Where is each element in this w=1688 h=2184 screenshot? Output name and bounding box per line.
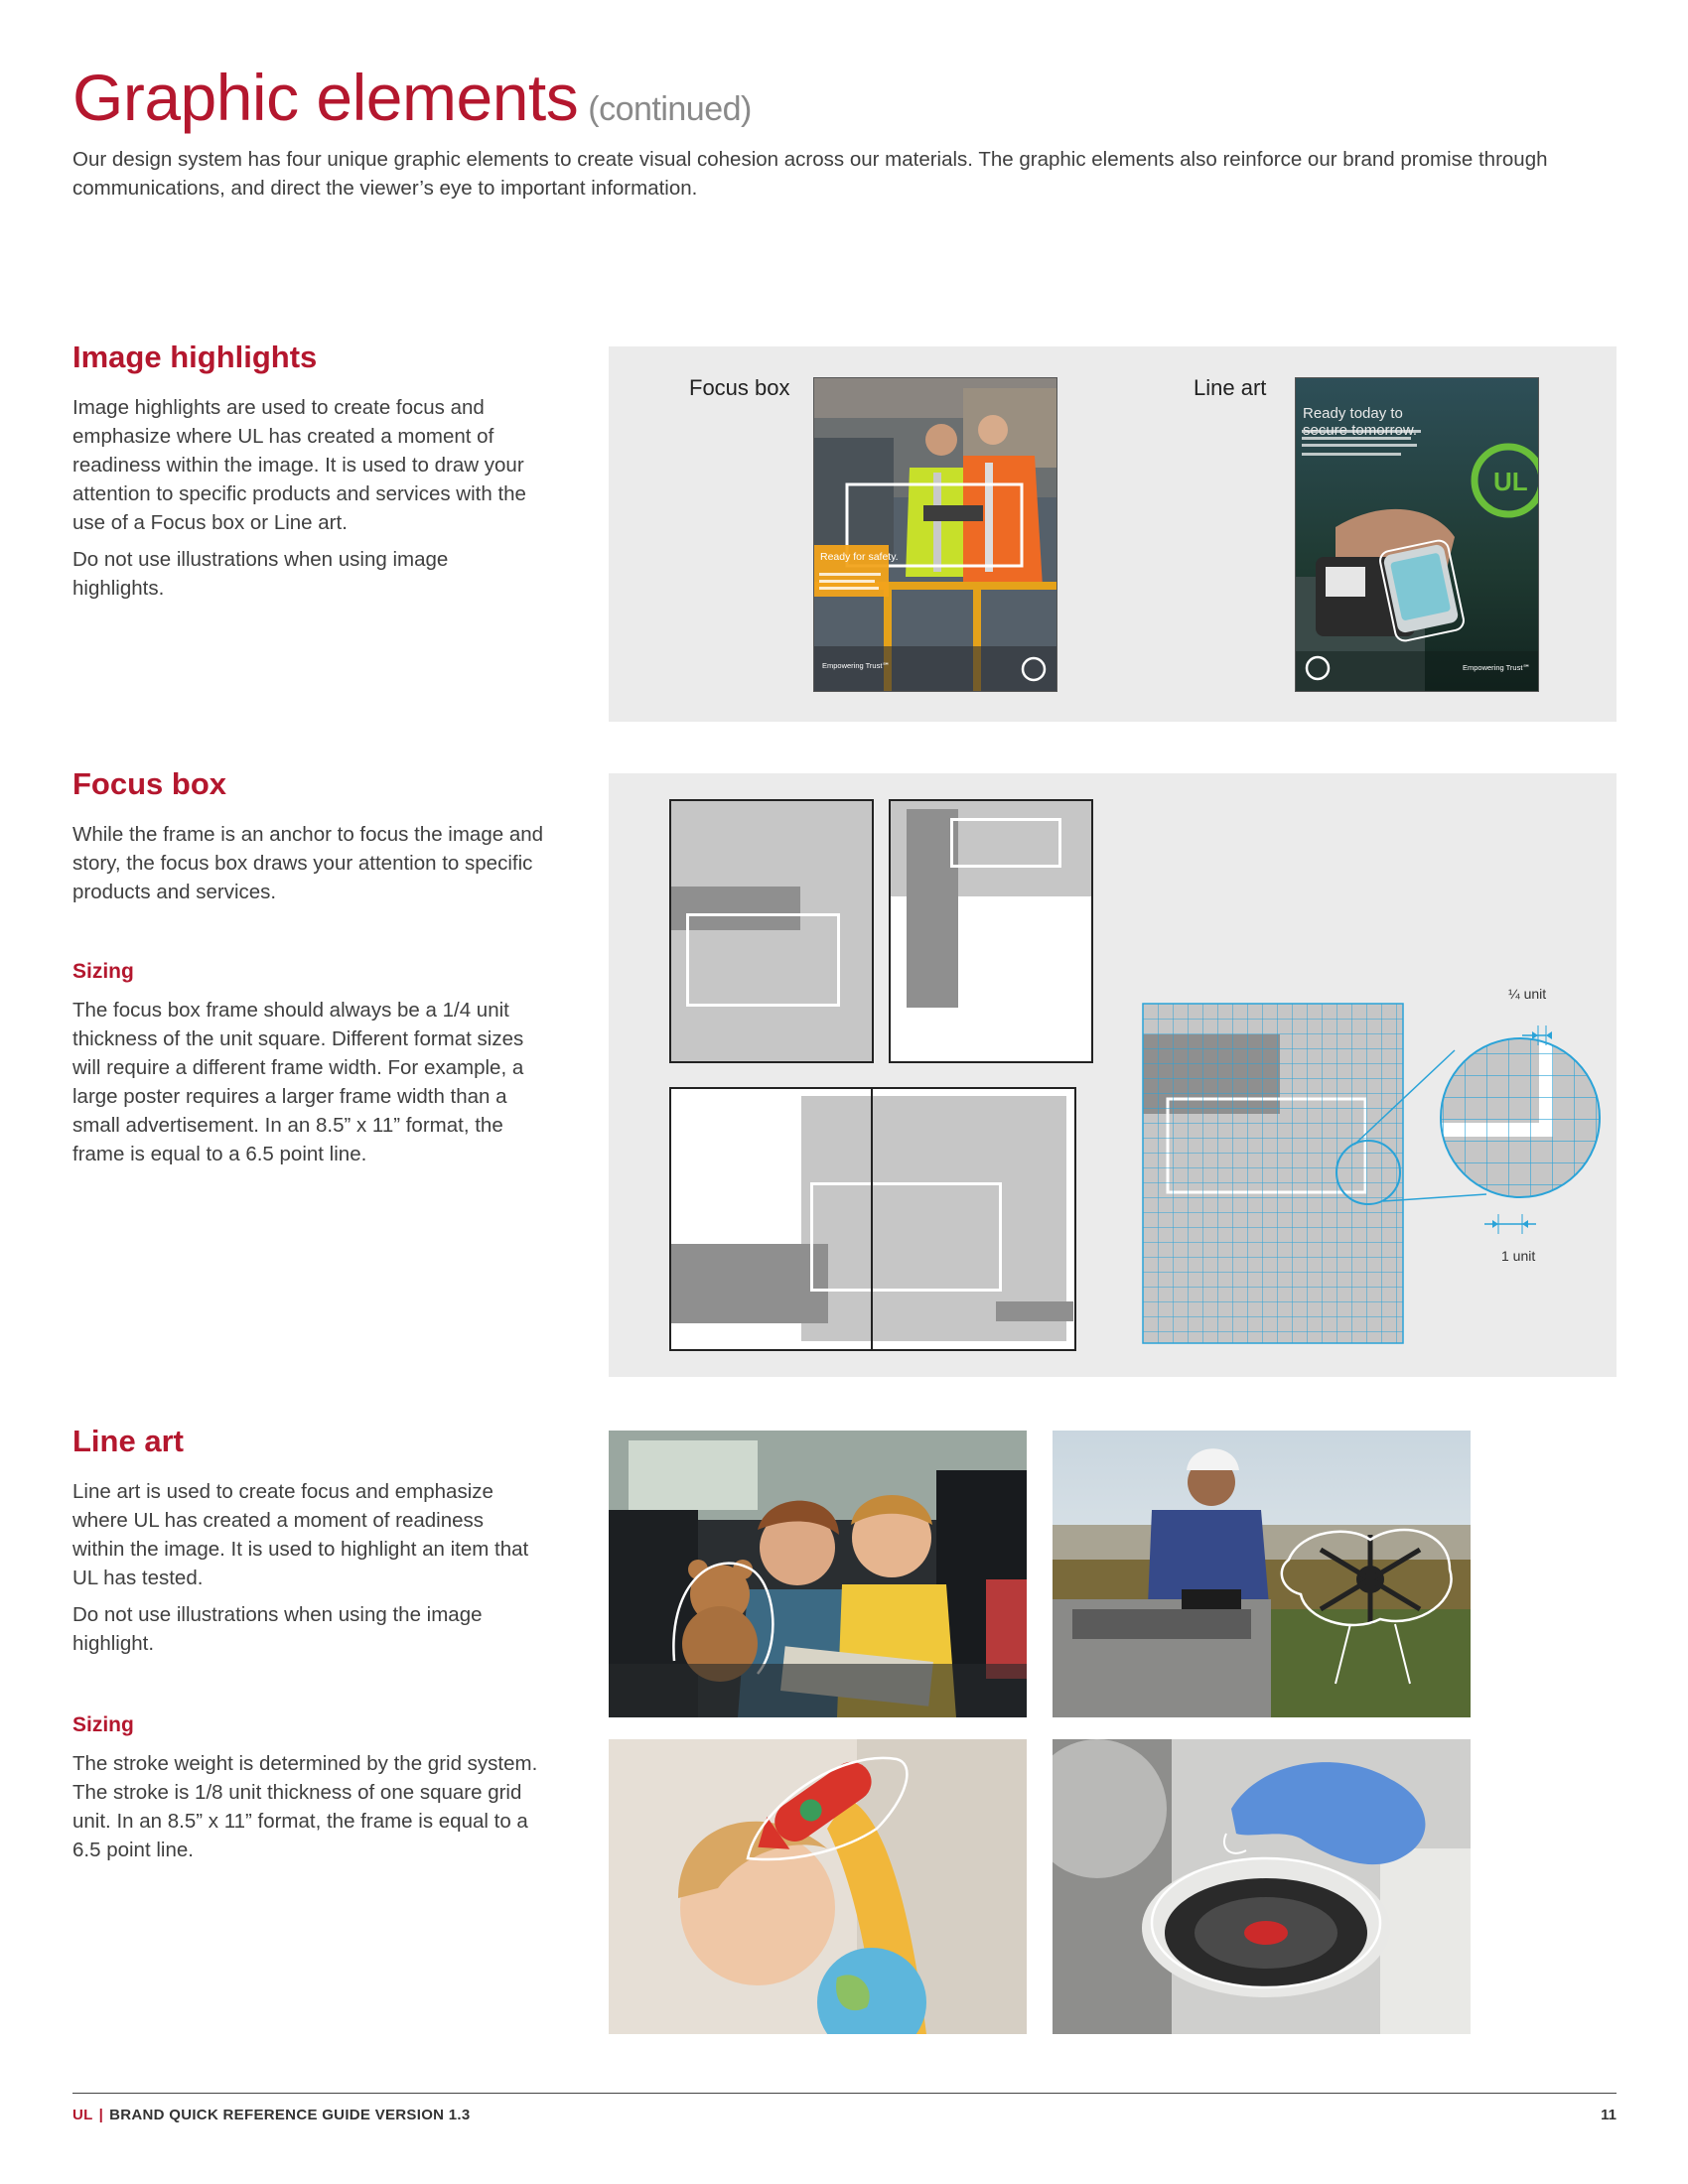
focus-box-caption: Focus box <box>689 375 790 400</box>
cover2-tagline: Empowering Trust℠ <box>1463 663 1531 672</box>
cover1-tagline: Empowering Trust℠ <box>822 661 891 670</box>
focus-box-heading: Focus box <box>72 766 227 801</box>
photo-kids-in-car <box>609 1431 1027 1717</box>
focus-box-grid-diagram <box>1137 988 1604 1355</box>
one-unit-label: 1 unit <box>1501 1248 1536 1264</box>
photo-centrifuge-lab <box>1053 1739 1471 2034</box>
intro-paragraph: Our design system has four unique graphic elements to create visual cohesion across our materials. The graphic elements also reinforce our brand promise through communications, and direct the viewer’s eye to important information. <box>72 148 1548 200</box>
line-art-example-cover <box>1295 377 1539 692</box>
line-art-text <box>72 1477 539 1666</box>
line-art-heading: Line art <box>72 1424 184 1458</box>
focus-box-sizing-heading: Sizing <box>72 960 134 983</box>
focus-box-diagram-3 <box>669 1087 1076 1351</box>
page-title <box>72 60 752 135</box>
line-art-para-1: Line art is used to create focus and emphasize where UL has created a moment of readiness within the image. It is used to highlight an item that UL has tested. <box>72 1480 529 1589</box>
footer-brand: UL <box>72 2107 93 2123</box>
focus-box-text: While the frame is an anchor to focus the image and story, the focus box draws your attention to specific products and services. <box>72 823 544 903</box>
cover2-headline: Ready today to secure tomorrow. <box>1303 405 1418 439</box>
image-highlights-text <box>72 393 539 611</box>
page-title-text: Graphic elements <box>72 61 579 134</box>
focus-box-diagram-2 <box>889 799 1093 1063</box>
page-title-suffix: (continued) <box>588 90 752 128</box>
image-highlights-para-2: Do not use illustrations when using image highlights. <box>72 548 449 600</box>
image-highlights-heading: Image highlights <box>72 340 318 374</box>
page-number: 11 <box>1601 2107 1617 2123</box>
footer-rule <box>72 2093 1617 2094</box>
focus-box-cover-art <box>814 378 1056 691</box>
quarter-unit-label: ¼ unit <box>1508 986 1547 1002</box>
footer-text <box>72 2107 471 2123</box>
image-highlights-para-1: Image highlights are used to create focus and emphasize where UL has created a moment of readiness within the image. It is used to draw your attention to specific products and services with the use of a Focus box or Line art. <box>72 396 526 534</box>
focus-box-example-cover <box>813 377 1057 692</box>
focus-box-diagram-1 <box>669 799 874 1063</box>
line-art-para-2: Do not use illustrations when using the image highlight. <box>72 1603 483 1655</box>
cover2-ul-logo: UL <box>1493 467 1528 496</box>
photo-worker-with-drone <box>1053 1431 1471 1717</box>
line-art-sizing-text: The stroke weight is determined by the grid system. The stroke is 1/8 unit thickness of one square grid unit. In an 8.5” x 11” format, the frame is equal to a 6.5 point line. <box>72 1752 538 1861</box>
line-art-sizing-heading: Sizing <box>72 1713 134 1736</box>
footer-guide-title: BRAND QUICK REFERENCE GUIDE VERSION 1.3 <box>109 2107 471 2123</box>
footer-separator: | <box>98 2107 104 2123</box>
focus-box-sizing-text: The focus box frame should always be a 1/4 unit thickness of the unit square. Different format sizes will require a different frame width. For example, a large poster requires a larger frame width than a small advertisement. In an 8.5” x 11” format, the frame is equal to a 6.5 point line. <box>72 999 524 1165</box>
line-art-caption: Line art <box>1194 375 1267 400</box>
photo-boy-with-rocket <box>609 1739 1027 2034</box>
cover1-headline: Ready for safety. <box>820 551 899 563</box>
